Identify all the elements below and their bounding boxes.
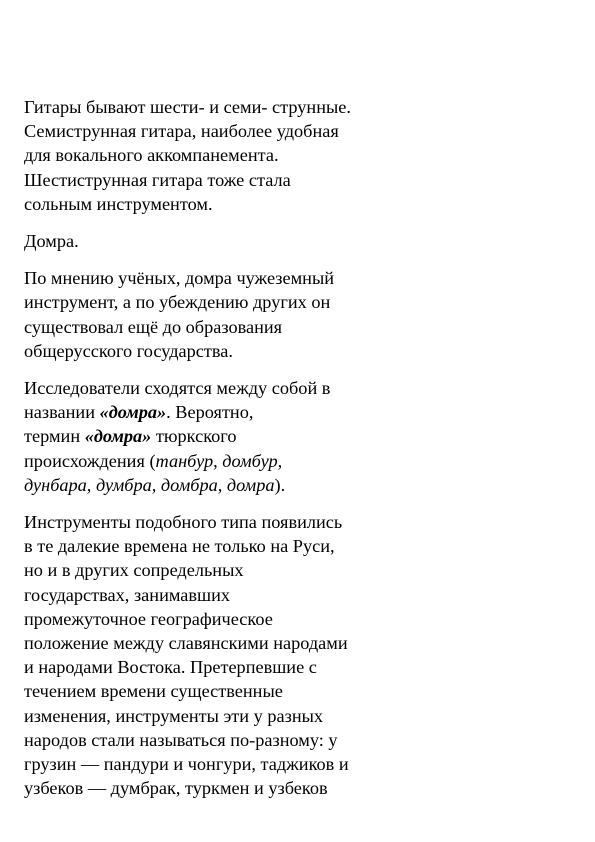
text-line: в те далекие времена не только на Руси,	[24, 536, 335, 557]
text-run: тюркского	[151, 426, 237, 447]
text-line: Шестиструнная гитара тоже стала	[24, 169, 291, 190]
text-line: Гитары бывают шести- и семи- струнные.	[24, 97, 351, 117]
text-line: государствах, занимавших	[24, 584, 231, 605]
text-line: инструмент, а по убеждению других он	[24, 292, 331, 313]
text-line	[24, 400, 384, 424]
text-line: сольным инструментом.	[24, 193, 213, 214]
text-line: положение между славянскими народами	[24, 633, 348, 654]
text-line: узбеков — думбрак, туркмен и узбеков	[24, 778, 328, 799]
paragraph-etymology	[24, 376, 384, 497]
text-line: общерусского государства.	[24, 340, 233, 361]
text-line: изменения, инструменты эти у разных	[24, 705, 324, 726]
text-line	[24, 449, 384, 473]
paragraph-guitars	[24, 95, 384, 216]
text-run: происхождения (	[24, 450, 156, 471]
paragraph-instruments	[24, 510, 384, 800]
text-run: . Вероятно,	[166, 402, 254, 423]
paragraph-domra-heading	[24, 229, 384, 253]
instrument-names: дунбара, думбра, домбра, домра	[24, 474, 275, 495]
section-heading: Домра.	[24, 231, 79, 252]
text-line: грузин — пандури и чонгури, таджиков и	[24, 754, 349, 775]
text-line	[24, 424, 384, 448]
text-line: существовал ещё до образования	[24, 316, 283, 337]
document-body	[24, 95, 384, 813]
term-domra: «домра»	[84, 426, 152, 447]
text-line: Исследователи сходятся между собой в	[24, 378, 331, 399]
text-line: течением времени существенные	[24, 681, 283, 702]
text-line: народов стали называться по-разному: у	[24, 729, 338, 750]
text-run: ).	[274, 474, 286, 495]
instrument-names: танбур, домбур,	[155, 450, 283, 471]
text-run: названии	[24, 402, 100, 423]
text-line: промежуточное географическое	[24, 608, 273, 629]
text-line: но и в других сопредельных	[24, 560, 244, 581]
text-line: По мнению учёных, домра чужеземный	[24, 268, 335, 289]
paragraph-opinions	[24, 266, 384, 363]
text-line: Семиструнная гитара, наиболее удобная	[24, 121, 339, 142]
text-line: для вокального аккомпанемента.	[24, 145, 279, 166]
text-line: и народами Востока. Претерпевшие с	[24, 657, 317, 678]
text-line	[24, 473, 384, 497]
text-run: термин	[24, 426, 85, 447]
text-line: Инструменты подобного типа появились	[24, 512, 343, 533]
term-domra: «домра»	[99, 402, 167, 423]
